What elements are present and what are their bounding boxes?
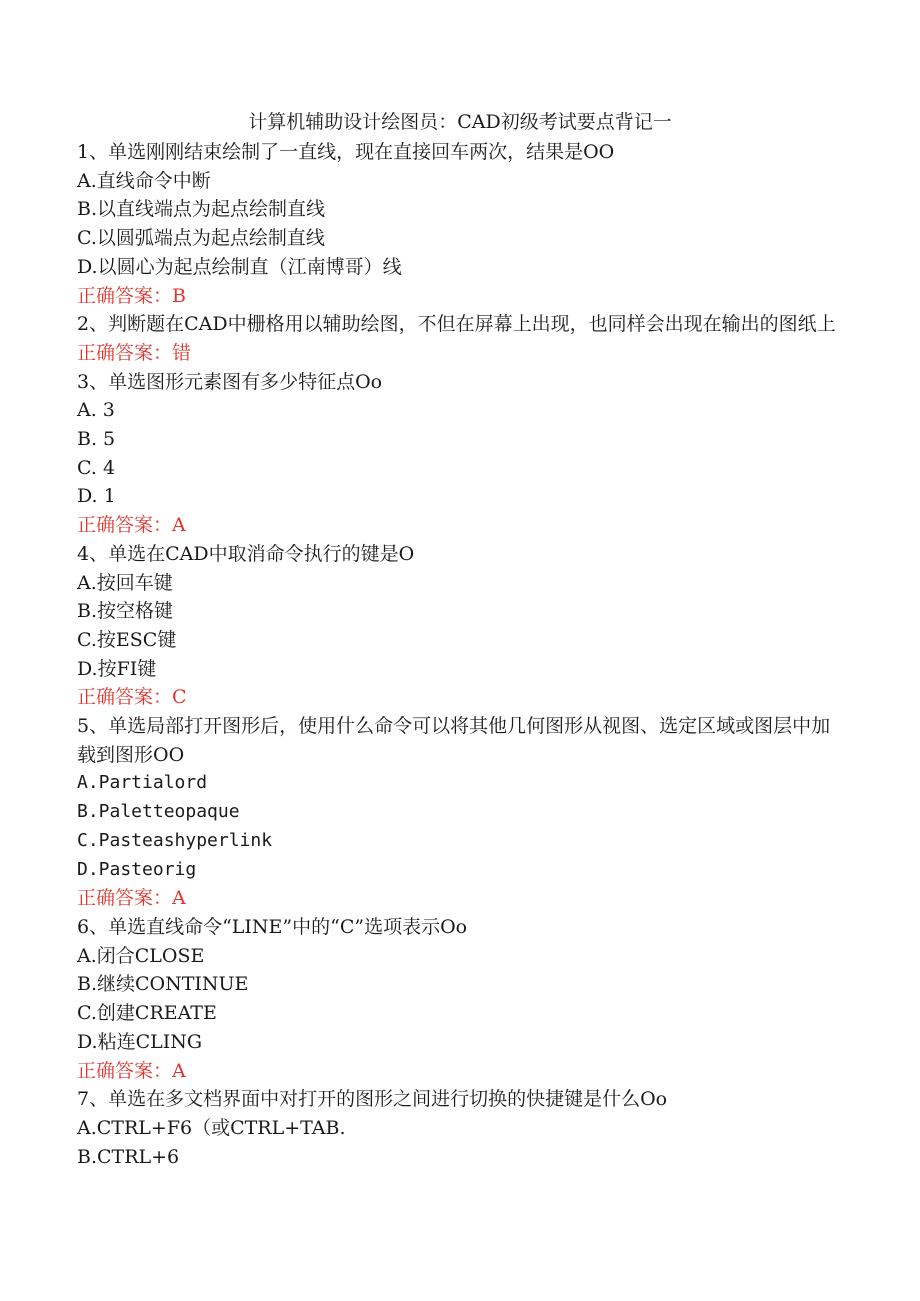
question-stem: 6、单选直线命令“LINE”中的“C”选项表示Oo <box>77 915 468 938</box>
correct-answer: 正确答案：C <box>77 686 187 709</box>
question-block <box>77 310 837 367</box>
question-block <box>77 368 837 540</box>
option-d: D.Pasteorig <box>77 858 197 880</box>
correct-answer: 正确答案：A <box>77 514 186 537</box>
option-d: D.粘连CLING <box>77 1030 203 1053</box>
question-stem: 5、单选局部打开图形后，使用什么命令可以将其他几何图形从视图、选定区域或图层中加载到图形OO <box>77 715 831 766</box>
option-a: A. 3 <box>77 399 115 422</box>
question-stem: 2、判断题在CAD中栅格用以辅助绘图，不但在屏幕上出现，也同样会出现在输出的图纸上 <box>77 313 836 336</box>
document-title: 计算机辅助设计绘图员：CAD初级考试要点背记一 <box>248 111 672 133</box>
option-a: A.闭合CLOSE <box>77 944 205 967</box>
question-stem: 1、单选刚刚结束绘制了一直线，现在直接回车两次，结果是OO <box>77 141 615 163</box>
option-a: A.CTRL+F6（或CTRL+TAB. <box>77 1116 346 1139</box>
question-list <box>77 138 837 1171</box>
option-d: D.按FI键 <box>77 657 157 680</box>
question-block <box>77 138 837 310</box>
option-a: A.Partialord <box>77 772 208 794</box>
option-a: A.按回车键 <box>77 571 173 594</box>
correct-answer: 正确答案：A <box>77 1059 186 1082</box>
question-block <box>77 712 837 913</box>
option-b: B.CTRL+6 <box>77 1145 180 1168</box>
question-block <box>77 913 837 1085</box>
option-d: D. 1 <box>77 485 116 508</box>
option-c: C. 4 <box>77 456 116 479</box>
question-block <box>77 540 837 712</box>
option-b: B.以直线端点为起点绘制直线 <box>77 198 326 221</box>
option-b: B.继续CONTINUE <box>77 973 249 996</box>
question-block <box>77 1085 837 1171</box>
option-b: B. 5 <box>77 428 116 451</box>
question-stem: 4、单选在CAD中取消命令执行的键是O <box>77 542 415 565</box>
option-c: C.创建CREATE <box>77 1002 217 1025</box>
option-c: C.按ESC键 <box>77 628 177 651</box>
question-stem: 3、单选图形元素图有多少特征点Oo <box>77 370 383 393</box>
correct-answer: 正确答案：错 <box>77 341 192 364</box>
question-stem: 7、单选在多文档界面中对打开的图形之间进行切换的快捷键是什么Oo <box>77 1088 668 1111</box>
option-c: C.Pasteashyperlink <box>77 829 273 851</box>
option-a: A.直线命令中断 <box>77 169 211 192</box>
correct-answer: 正确答案：A <box>77 887 186 910</box>
option-b: B.按空格键 <box>77 600 174 623</box>
option-c: C.以圆弧端点为起点绘制直线 <box>77 227 325 250</box>
option-d: D.以圆心为起点绘制直（江南博哥）线 <box>77 255 402 278</box>
option-b: B.Paletteopaque <box>77 801 240 823</box>
correct-answer: 正确答案：B <box>77 284 186 307</box>
